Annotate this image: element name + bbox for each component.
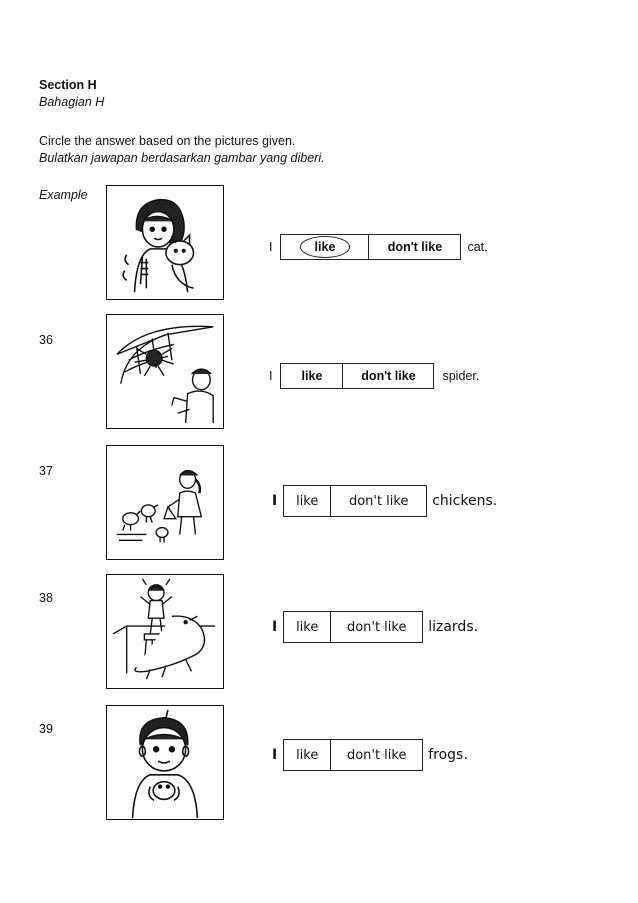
- boy-holding-frog-illustration: [107, 706, 223, 819]
- question-37-picture: [106, 445, 224, 560]
- question-37-subject: I: [272, 493, 278, 509]
- example-object: cat.: [467, 240, 488, 254]
- question-number-37: 37: [39, 464, 53, 478]
- question-36-object: spider.: [442, 369, 480, 383]
- question-39-option-like[interactable]: like: [283, 739, 331, 771]
- section-title-malay: Bahagian H: [39, 95, 105, 109]
- question-38-answer-row: [272, 611, 478, 643]
- question-39-answer-row: [272, 739, 468, 771]
- example-subject: I: [269, 240, 273, 254]
- question-39-option-dont-like[interactable]: don't like: [331, 739, 423, 771]
- question-36-option-dont-like[interactable]: don't like: [343, 363, 434, 389]
- question-number-39: 39: [39, 722, 53, 736]
- question-36-answer-row: [269, 363, 479, 389]
- question-37-option-dont-like[interactable]: don't like: [331, 485, 427, 517]
- question-39-subject: I: [272, 747, 278, 763]
- question-38-option-dont-like[interactable]: don't like: [331, 611, 423, 643]
- answer-circle: like: [300, 236, 351, 258]
- instruction-text-malay: Bulatkan jawapan berdasarkan gambar yang diberi.: [39, 151, 325, 165]
- question-39-object: frogs.: [428, 747, 468, 763]
- example-label: Example: [39, 188, 88, 202]
- question-38-picture: [106, 574, 224, 689]
- question-37-object: chickens.: [432, 493, 498, 509]
- question-36-picture: [106, 314, 224, 429]
- question-number-36: 36: [39, 333, 53, 347]
- question-39-picture: [106, 705, 224, 820]
- question-37-answer-row: [272, 485, 497, 517]
- example-option-like[interactable]: [280, 234, 368, 260]
- boy-scared-of-lizard-illustration: [107, 575, 223, 688]
- example-answer-row: [269, 234, 488, 260]
- question-38-object: lizards.: [428, 619, 479, 635]
- girl-with-cat-illustration: [107, 186, 223, 299]
- question-36-option-like[interactable]: like: [280, 363, 343, 389]
- spider-web-illustration: [107, 315, 223, 428]
- question-38-subject: I: [272, 619, 278, 635]
- question-36-subject: I: [269, 369, 273, 383]
- example-picture-girl-with-cat: [106, 185, 224, 300]
- girl-feeding-chickens-illustration: [107, 446, 223, 559]
- section-title: Section H: [39, 78, 97, 92]
- question-number-38: 38: [39, 591, 53, 605]
- question-38-option-like[interactable]: like: [283, 611, 331, 643]
- question-37-option-like[interactable]: like: [283, 485, 331, 517]
- example-option-dont-like[interactable]: don't like: [368, 234, 461, 260]
- instruction-text: Circle the answer based on the pictures given.: [39, 134, 296, 148]
